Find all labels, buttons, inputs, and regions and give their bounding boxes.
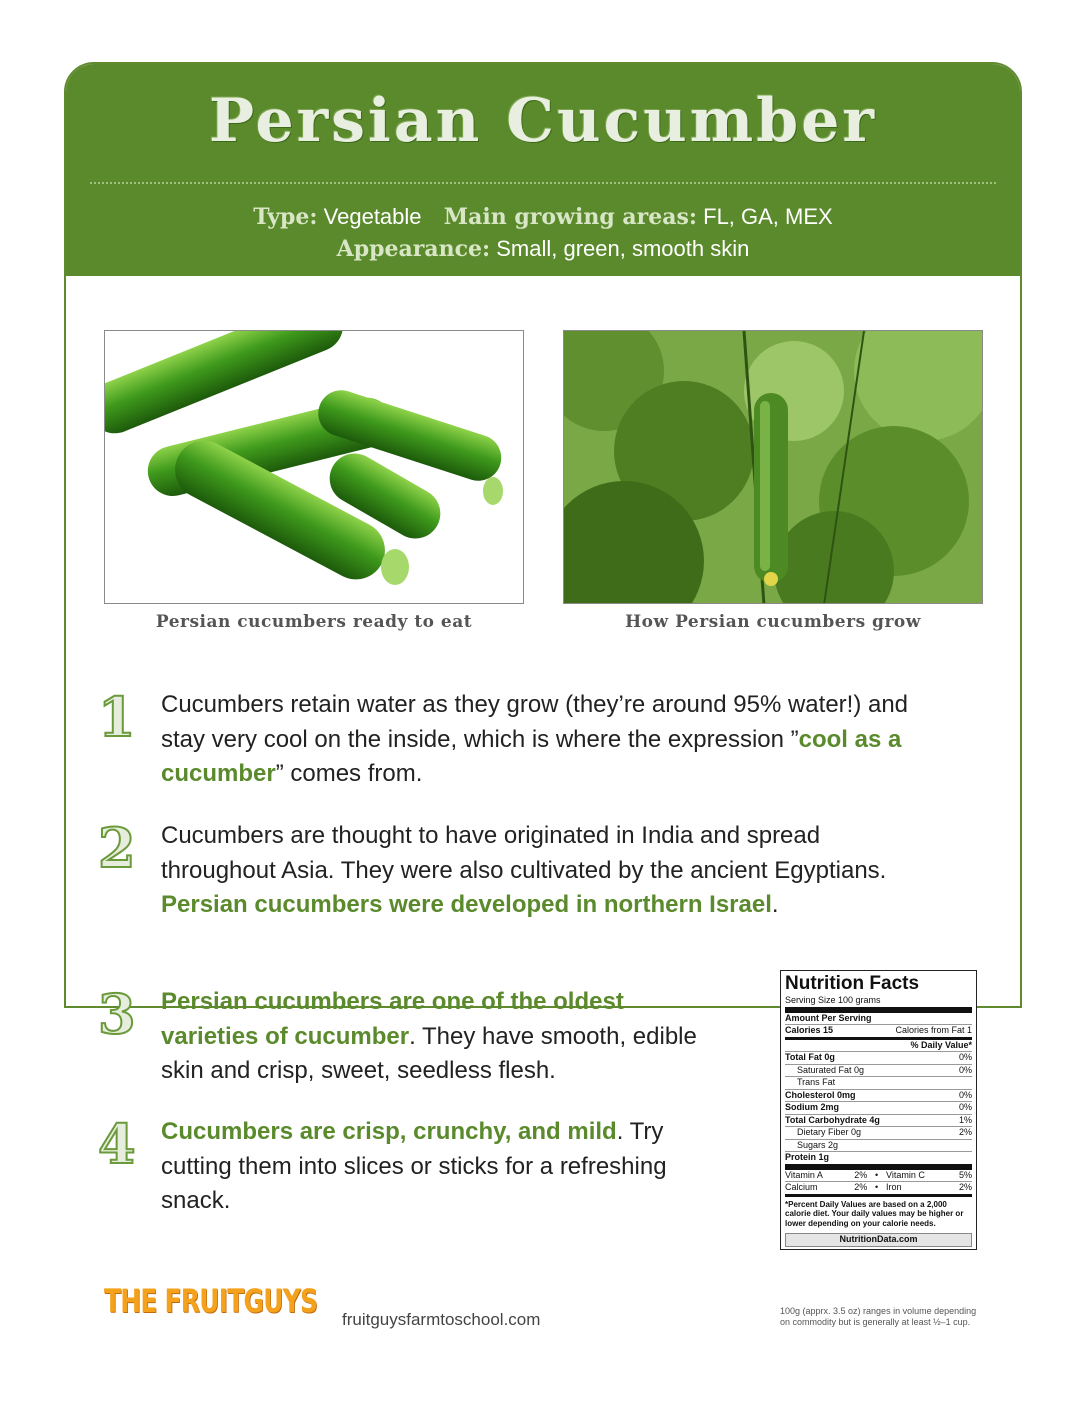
type-value: Vegetable: [323, 204, 422, 229]
fact-text: Cucumbers retain water as they grow (they’re around 95% water!) and stay very cool on the inside, which is where the expression ”cool as a cucumber” comes from.: [161, 691, 909, 787]
amount-per-serving: Amount Per Serving: [785, 1013, 972, 1026]
footer-url[interactable]: fruitguysfarmtoschool.com: [342, 1310, 541, 1329]
nutrient-row: Sodium 2mg 0%: [785, 1102, 972, 1115]
right-photo-caption: How Persian cucumbers grow: [625, 612, 921, 632]
fruitguys-logo: THE FRUITGUYS: [104, 1282, 318, 1320]
nutrient-row: Sugars 2g: [785, 1140, 972, 1153]
nutrition-brand: NutritionData.com: [785, 1233, 972, 1247]
vine-photo: [563, 330, 983, 604]
nutrient-row: Cholesterol 0mg 0%: [785, 1090, 972, 1103]
nutrient-row: Trans Fat: [785, 1077, 972, 1090]
meta-line-2: [66, 236, 1020, 262]
nutrient-row: Saturated Fat 0g 0%: [785, 1065, 972, 1078]
nutrition-footnote: *Percent Daily Values are based on a 2,000 calorie diet. Your daily values may be higher or lower depending on your calorie needs.: [785, 1199, 964, 1228]
fact-number: 4: [98, 1112, 136, 1176]
cucumbers-photo: [104, 330, 524, 604]
areas-value: FL, GA, MEX: [703, 204, 833, 229]
nutrient-row: Total Fat 0g 0%: [785, 1052, 972, 1065]
vitamin-row: Vitamin A 2% • Vitamin C 5%: [785, 1170, 972, 1183]
type-label: Type:: [253, 204, 318, 230]
calories-row: Calories 15 Calories from Fat 1: [785, 1025, 972, 1040]
header-band: [66, 64, 1020, 276]
nutrition-note: 100g (apprx. 3.5 oz) ranges in volume depending on commodity but is generally at least ½–1 cup.: [780, 1306, 977, 1327]
vine-illustration: [564, 331, 983, 604]
fact-text: Persian cucumbers are one of the oldest varieties of cucumber. They have smooth, edible skin and crisp, sweet, seedless flesh.: [161, 988, 697, 1084]
appearance-value: Small, green, smooth skin: [496, 236, 750, 261]
fact-text: Cucumbers are thought to have originated in India and spread throughout Asia. They were also cultivated by the ancient Egyptians. Persian cucumbers were developed in northern Israel.: [161, 822, 887, 918]
mineral-row: Calcium 2% • Iron 2%: [785, 1182, 972, 1197]
meta-line-1: [66, 204, 1020, 230]
page-title: Persian Cucumber: [208, 86, 877, 156]
areas-label: Main growing areas:: [443, 204, 697, 230]
fact-number: 1: [98, 685, 136, 749]
nutrition-serving: Serving Size 100 grams: [785, 995, 972, 1013]
nutrient-row: Total Carbohydrate 4g 1%: [785, 1115, 972, 1128]
dotted-divider: [90, 182, 996, 184]
nutrient-row: Protein 1g: [785, 1152, 972, 1170]
nutrition-facts-label: [780, 970, 977, 1250]
fact-number: 3: [98, 982, 136, 1046]
fact-number: 2: [98, 816, 136, 880]
fact-text: Cucumbers are crisp, crunchy, and mild. Try cutting them into slices or sticks for a refreshing snack.: [161, 1118, 667, 1214]
nutrient-row: Dietary Fiber 0g 2%: [785, 1127, 972, 1140]
dv-header: % Daily Value*: [785, 1040, 972, 1053]
left-photo-caption: Persian cucumbers ready to eat: [155, 612, 473, 632]
cucumber-illustration: [105, 331, 524, 604]
appearance-label: Appearance:: [336, 236, 491, 262]
nutrition-heading: Nutrition Facts: [785, 973, 920, 994]
